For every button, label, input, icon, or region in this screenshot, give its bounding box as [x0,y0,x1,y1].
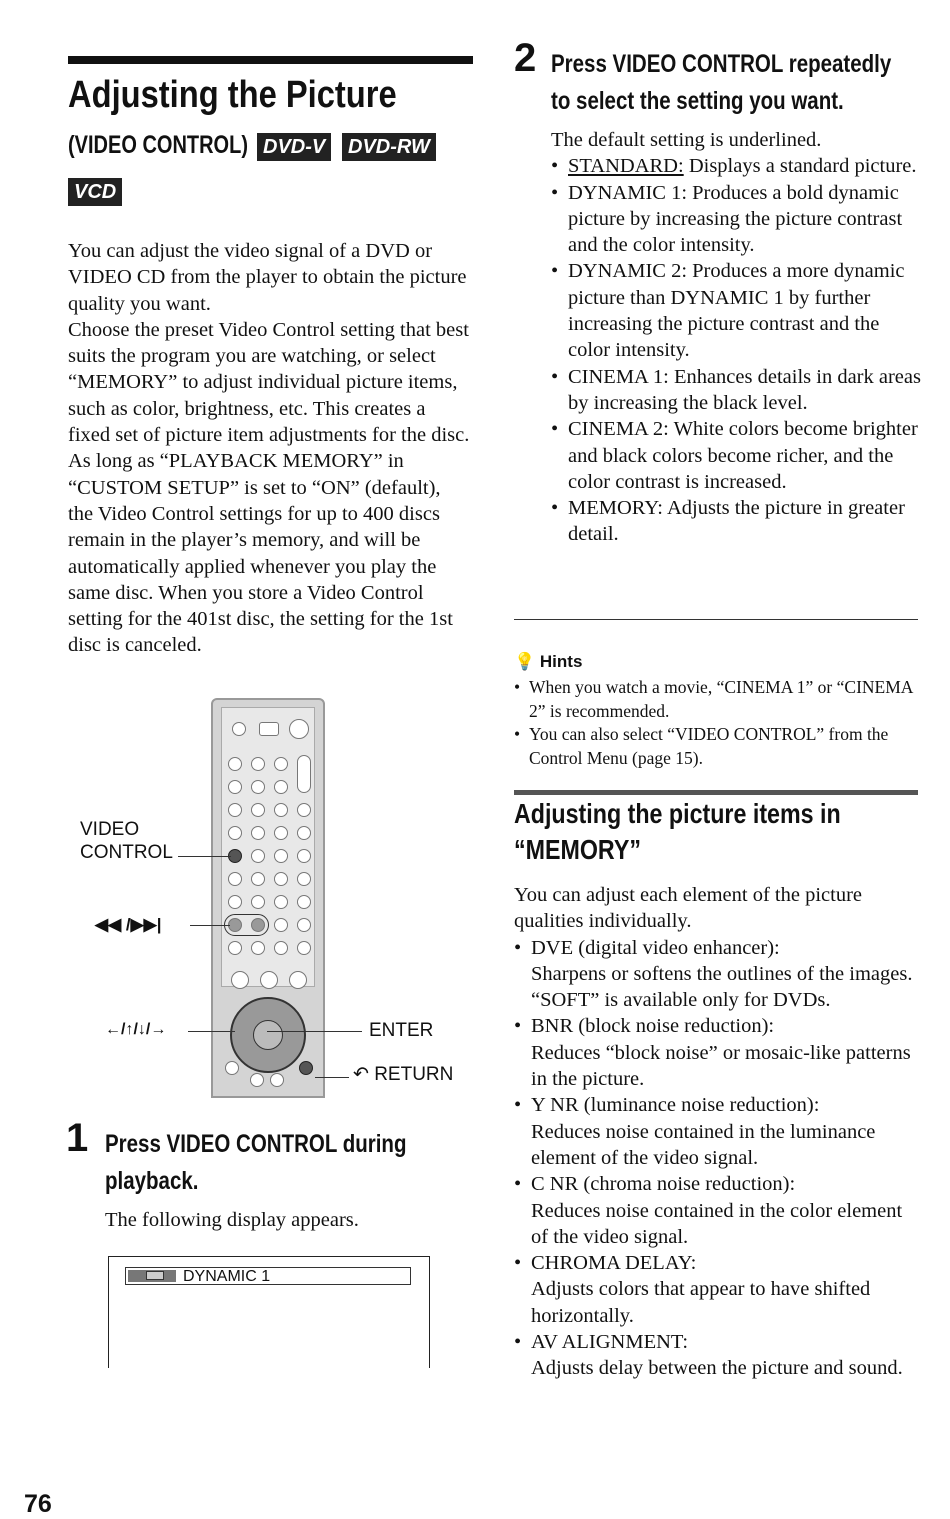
prev-next-leader [190,925,230,926]
video-control-settings-list [551,153,921,547]
remote-key [297,918,311,932]
remote-key [274,941,288,955]
hint-item: • You can also select “VIDEO CONTROL” from the Control Menu (page 15). [514,723,918,770]
remote-key [228,757,242,771]
remote-control-illustration [75,695,475,1105]
play-button [231,971,249,989]
enter-label: ENTER [369,1020,434,1041]
remote-key [228,941,242,955]
step-2-body [551,127,921,548]
remote-key [228,803,242,817]
section-2-rule [514,790,918,795]
remote-key [228,872,242,886]
badge-dvd-v: DVD-V [257,133,331,161]
intro-paragraph: You can adjust the video signal of a DVD or VIDEO CD from the player to obtain the picture quality you want. [68,240,467,315]
step-1-number: 1 [66,1116,89,1160]
return-label: ↶ RETURN [353,1064,454,1085]
return-leader [315,1077,349,1078]
page-title: Adjusting the Picture [68,74,397,116]
remote-key [251,941,265,955]
return-icon: ↶ [353,1064,369,1085]
remote-key [297,826,311,840]
osd-bar [125,1267,411,1285]
arrows-leader [188,1031,235,1032]
list-item: • CHROMA DELAY: Adjusts colors that appear to have shifted horizontally. [514,1250,914,1329]
hints-box [514,650,918,770]
badge-vcd: VCD [68,178,122,206]
list-item: • C NR (chroma noise reduction): Reduces noise contained in the color element of the video signal. [514,1171,914,1250]
remote-key [228,895,242,909]
section-2-body [514,882,914,1382]
list-item: • AV ALIGNMENT: Adjusts delay between the picture and sound. [514,1329,914,1382]
enter-button [253,1020,283,1050]
hint-item: • When you watch a movie, “CINEMA 1” or “CINEMA 2” is recommended. [514,676,918,723]
volume-rocker [297,755,311,793]
remote-key [225,1061,239,1075]
page-number: 76 [24,1490,52,1518]
standby-button [289,719,309,739]
step-1-text: The following display appears. [105,1209,359,1231]
next-button [251,918,265,932]
osd-setting-value: DYNAMIC 1 [183,1268,271,1285]
default-note: The default setting is underlined. [551,129,822,151]
list-item: • DYNAMIC 2: Produces a more dynamic picture than DYNAMIC 1 by further increasing the picture contrast and the color intensity. [551,258,921,363]
remote-key [297,941,311,955]
remote-key [251,757,265,771]
section-2-intro: You can adjust each element of the picture qualities individually. [514,884,863,933]
remote-key [251,849,265,863]
remote-key [251,780,265,794]
hints-header: 💡 Hints [514,652,583,671]
remote-key [297,849,311,863]
remote-key [228,780,242,794]
video-control-label: VIDEO CONTROL [80,819,173,863]
remote-key [251,826,265,840]
osd-screen-icon [146,1271,164,1280]
enter-leader [267,1031,362,1032]
step-2-heading: Press VIDEO CONTROL repeatedly to select the setting you want. [551,50,892,115]
lightbulb-icon: 💡 [514,652,536,671]
remote-key [270,1073,284,1087]
list-item: • CINEMA 1: Enhances details in dark areas by increasing the black level. [551,364,921,417]
remote-key [274,895,288,909]
prev-button [228,918,242,932]
list-item: • BNR (block noise reduction): Reduces “block noise” or mosaic-like patterns in the picture. [514,1013,914,1092]
remote-key [274,918,288,932]
list-item: • MEMORY: Adjusts the picture in greater detail. [551,495,921,548]
remote-key [297,872,311,886]
title-rule [68,56,473,64]
page-subtitle: (VIDEO CONTROL) [68,131,248,159]
section-2-title: Adjusting the picture items in “MEMORY” [514,798,841,865]
remote-key [251,895,265,909]
remote-key [274,849,288,863]
remote-key [251,803,265,817]
list-item: • DYNAMIC 1: Produces a bold dynamic picture by increasing the picture contrast and the color intensity. [551,180,921,259]
power-button [232,722,246,736]
remote-key [250,1073,264,1087]
remote-key [274,780,288,794]
list-item: • Y NR (luminance noise reduction): Reduces noise contained in the luminance element of the video signal. [514,1092,914,1171]
badge-dvd-rw: DVD-RW [342,133,436,161]
stop-button [289,971,307,989]
step-1-heading: Press VIDEO CONTROL during playback. [105,1130,407,1195]
open-close-button [259,722,279,736]
list-item: • CINEMA 2: White colors become brighter and black colors become richer, and the color contrast is increased. [551,416,921,495]
remote-key [274,826,288,840]
video-control-leader [178,856,231,857]
pause-button [260,971,278,989]
intro-text [68,238,470,659]
step-2-number: 2 [514,36,537,80]
remote-key [297,895,311,909]
osd-display [108,1256,430,1368]
remote-key [274,803,288,817]
remote-key [251,872,265,886]
hints-list [514,676,918,770]
list-item: • DVE (digital video enhancer): Sharpens or softens the outlines of the images. “SOFT” is available only for DVDs. [514,935,914,1014]
remote-key [274,757,288,771]
list-item: • STANDARD: Displays a standard picture. [551,153,921,179]
section-divider [514,619,918,620]
remote-key [274,872,288,886]
arrows-label: ←/↑/↓/→ [105,1021,167,1038]
return-button [299,1061,313,1075]
intro-paragraph: Choose the preset Video Control setting that best suits the program you are watching, or select “MEMORY” to adjust individual picture items, such as color, brightness, etc. This creates a fixed set of picture item adjustments for the disc. [68,318,470,447]
memory-items-list [514,935,914,1382]
remote-key [297,803,311,817]
intro-paragraph: As long as “PLAYBACK MEMORY” in “CUSTOM SETUP” is set to “ON” (default), the Video Control settings for up to 400 discs remain in the player’s memory, and will be automatically applied whenever you play the same disc. When you store a Video Control setting for the 401st disc, the setting for the 1st disc is canceled. [68,450,453,657]
remote-key [228,826,242,840]
prev-next-label: ◀◀ /▶▶| [95,915,162,934]
